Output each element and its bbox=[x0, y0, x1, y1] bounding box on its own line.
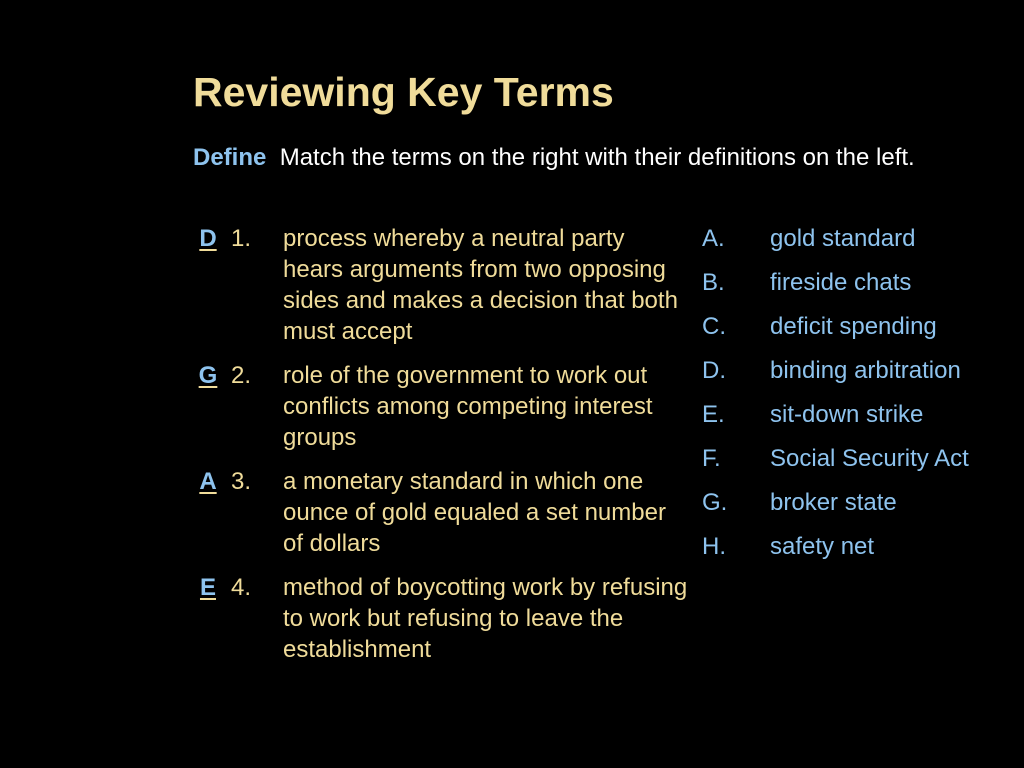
term-letter: F. bbox=[702, 445, 721, 472]
answer-letter: G bbox=[198, 362, 218, 389]
answer-blank bbox=[191, 466, 225, 559]
terms-list bbox=[702, 223, 1002, 575]
term-letter: H. bbox=[702, 533, 726, 560]
definitions-list bbox=[191, 223, 691, 678]
answer-letter: D bbox=[199, 225, 217, 252]
definition-text: method of boycotting work by refusing to work but refusing to leave the establishment bbox=[283, 574, 688, 663]
answer-blank bbox=[191, 223, 225, 347]
answer-letter: A bbox=[199, 468, 217, 495]
term-letter: A. bbox=[702, 225, 725, 252]
term-item bbox=[702, 487, 1002, 518]
definition-number: 4. bbox=[231, 574, 252, 601]
definition-item bbox=[191, 572, 691, 665]
term-item bbox=[702, 355, 1002, 386]
term-text: fireside chats bbox=[770, 269, 912, 296]
definition-item bbox=[191, 466, 691, 559]
term-letter: B. bbox=[702, 269, 725, 296]
term-text: gold standard bbox=[770, 225, 916, 252]
term-letter: E. bbox=[702, 401, 725, 428]
definition-item bbox=[191, 223, 691, 347]
definition-number: 2. bbox=[231, 362, 252, 389]
definition-text: role of the government to work out conflicts among competing interest groups bbox=[283, 362, 653, 451]
definition-number: 3. bbox=[231, 468, 252, 495]
answer-blank bbox=[191, 572, 225, 665]
term-item bbox=[702, 311, 1002, 342]
definition-number: 1. bbox=[231, 225, 252, 252]
term-item bbox=[702, 531, 1002, 562]
term-text: binding arbitration bbox=[770, 357, 961, 384]
slide-title: Reviewing Key Terms bbox=[193, 69, 614, 115]
term-text: safety net bbox=[770, 533, 875, 560]
term-item bbox=[702, 223, 1002, 254]
definition-text: a monetary standard in which one ounce of gold equaled a set number of dollars bbox=[283, 468, 666, 557]
instructions-label: Define bbox=[193, 144, 267, 171]
answer-letter: E bbox=[199, 574, 216, 601]
term-letter: G. bbox=[702, 489, 728, 516]
answer-blank bbox=[191, 360, 225, 453]
term-text: sit-down strike bbox=[770, 401, 924, 428]
term-letter: C. bbox=[702, 313, 726, 340]
term-text: broker state bbox=[770, 489, 897, 516]
term-text: Social Security Act bbox=[770, 445, 969, 472]
term-text: deficit spending bbox=[770, 313, 937, 340]
term-item bbox=[702, 267, 1002, 298]
term-letter: D. bbox=[702, 357, 726, 384]
term-item bbox=[702, 399, 1002, 430]
instructions bbox=[193, 142, 963, 173]
definition-item bbox=[191, 360, 691, 453]
definition-text: process whereby a neutral party hears arguments from two opposing sides and makes a decision that both must accept bbox=[283, 225, 678, 345]
instructions-text: Match the terms on the right with their definitions on the left. bbox=[279, 144, 915, 171]
term-item bbox=[702, 443, 1002, 474]
